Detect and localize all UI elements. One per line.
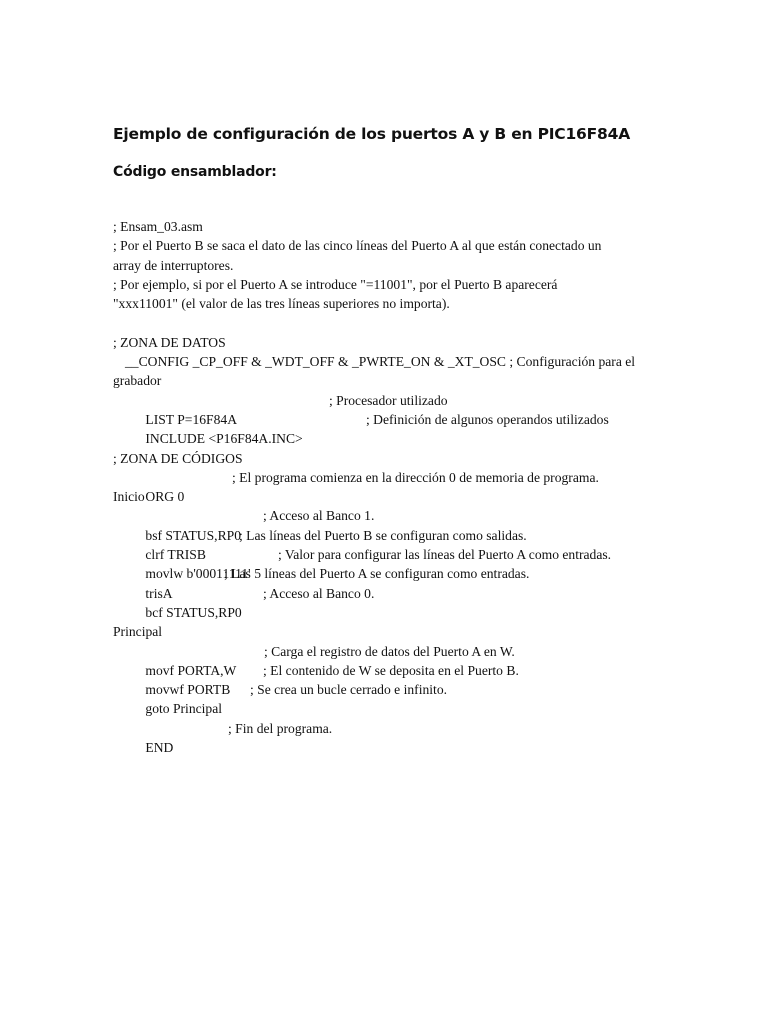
comment-line: array de interruptores. [113,257,234,273]
section-heading-codigos: ; ZONA DE CÓDIGOS [113,450,243,466]
comment-line: ; Por el Puerto B se saca el dato de las cinco líneas del Puerto A al que están conectado un [113,238,602,254]
code-line [113,680,643,717]
inline-comment: ; El programa comienza en la dirección 0 de memoria de programa. [232,469,599,485]
instruction: movwf PORTB [145,682,231,698]
blank-line [113,699,643,718]
blank-line [113,313,643,332]
inline-comment: ; Acceso al Banco 1. [263,508,375,524]
instruction: bcf STATUS,RP0 [145,604,242,620]
instruction: END [145,740,174,756]
inline-comment: ; Las líneas del Puerto B se configuran como salidas. [239,527,527,543]
code-listing [113,217,643,756]
blank-line [113,429,643,448]
blank-line [113,603,643,622]
instruction: movf PORTA,W [145,662,237,678]
instruction: movlw b'00011111' [145,566,251,582]
inline-comment: ; Acceso al Banco 0. [263,585,375,601]
config-line: __CONFIG _CP_OFF & _WDT_OFF & _PWRTE_ON & _XT_OSC ; Configuración para el [125,354,636,370]
inline-comment: ; Valor para configurar las líneas del Puerto A como entradas. [278,547,612,563]
instruction: LIST P=16F84A [145,411,238,427]
inline-comment: ; Procesador utilizado [329,392,448,408]
inline-comment: ; El contenido de W se deposita en el Puerto B. [263,662,519,678]
comment-line: "xxx11001" (el valor de las tres líneas superiores no importa). [113,296,450,312]
inline-comment: ; Fin del programa. [228,720,333,736]
instruction: trisA [145,585,173,601]
instruction: goto Principal [145,701,223,717]
instruction: bsf STATUS,RP0 [145,527,241,543]
instruction: ORG 0 [145,489,185,505]
code-line [113,410,643,447]
instruction: INCLUDE <P16F84A.INC> [145,431,303,447]
inline-comment: ; Carga el registro de datos del Puerto A en W. [264,643,515,659]
config-line-continued: grabador [113,373,162,389]
instruction: clrf TRISB [145,547,206,563]
label-principal: Principal [113,624,163,640]
code-line [113,584,643,620]
section-subtitle: Código ensamblador: [113,164,277,180]
section-heading-datos: ; ZONA DE DATOS [113,334,226,350]
page-title: Ejemplo de configuración de los puertos A y B en PIC16F84A [113,125,630,143]
code-line [113,719,643,756]
inline-comment: ; Definición de algunos operandos utilizados [366,411,609,427]
label-inicio: Inicio [113,489,145,505]
inline-comment: ; Se crea un bucle cerrado e infinito. [250,682,448,698]
inline-comment: ; Las 5 líneas del Puerto A se configuran como entradas. [224,566,530,582]
comment-line: ; Ensam_03.asm [113,219,203,234]
comment-line: ; Por ejemplo, si por el Puerto A se introduce "=11001", por el Puerto B aparecerá [113,276,558,292]
